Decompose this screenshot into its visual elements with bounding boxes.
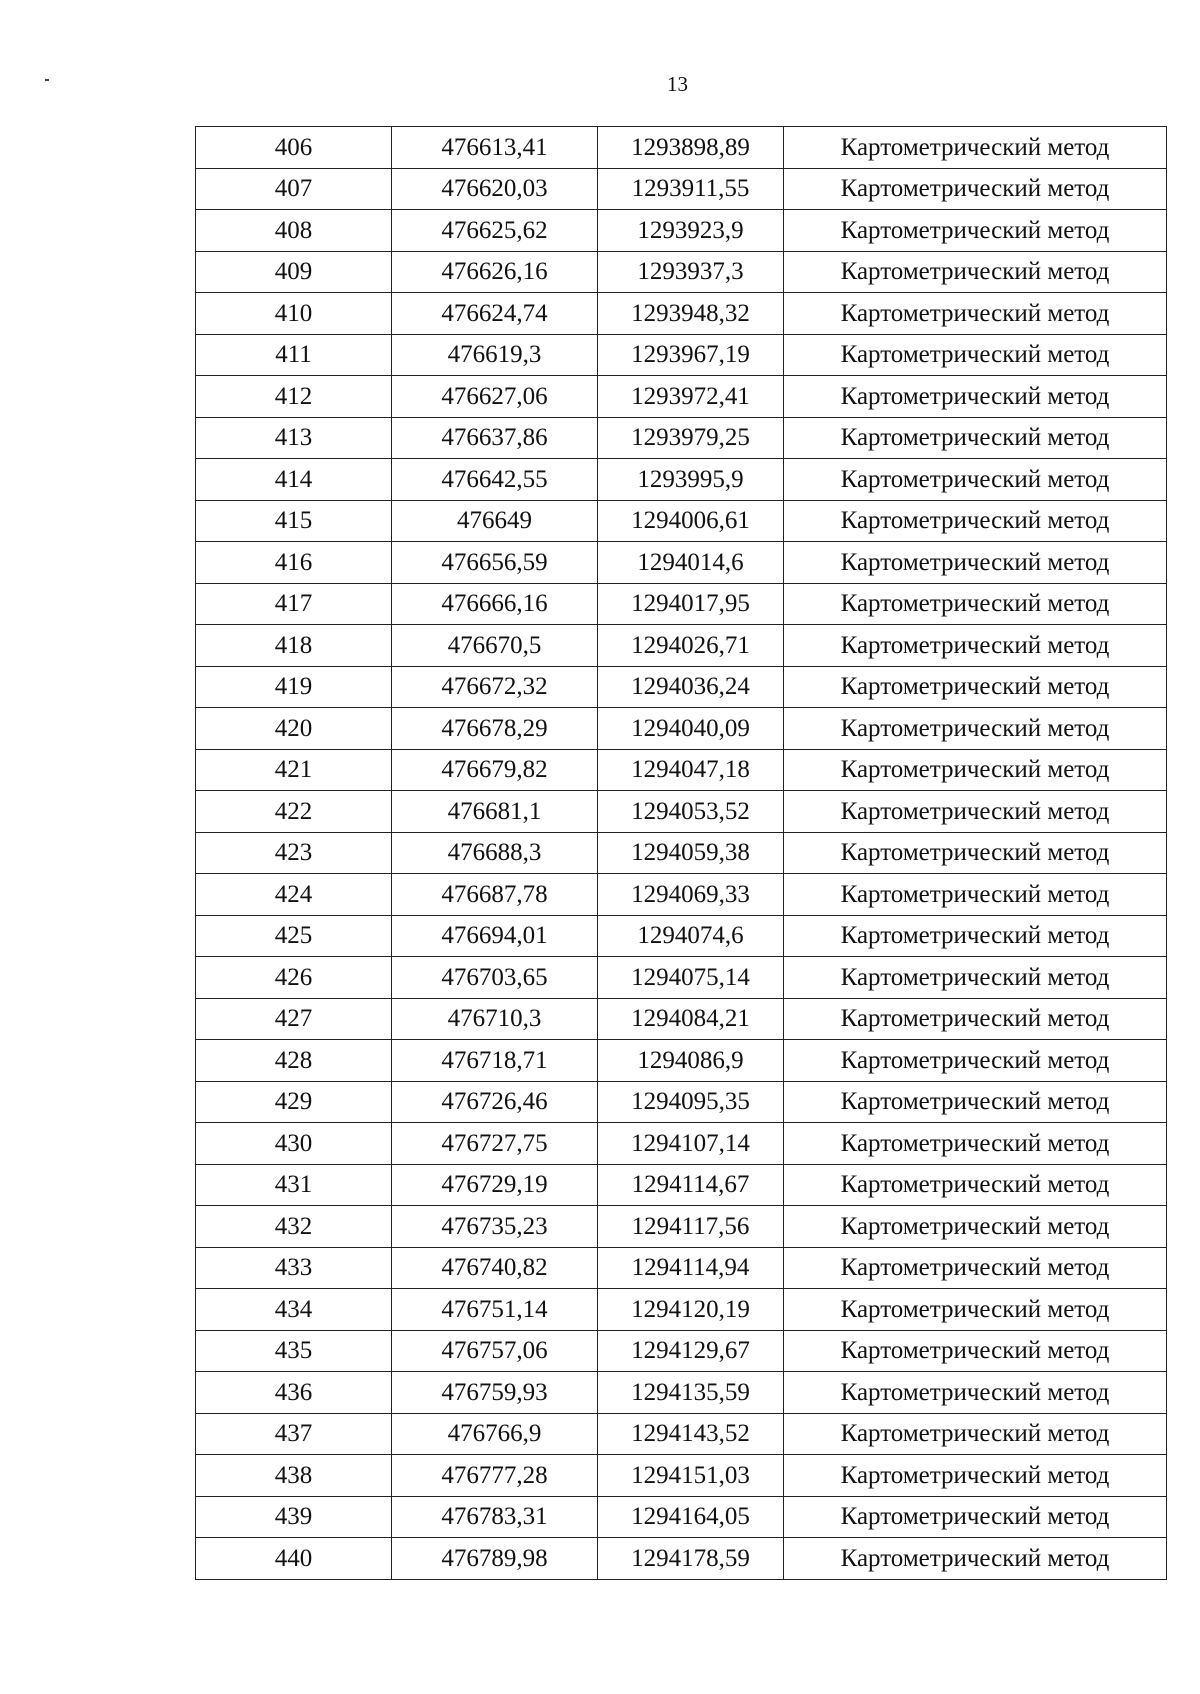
table-row (196, 708, 1167, 750)
x-coordinate-cell: 476670,5 (392, 625, 598, 667)
point-number-cell: 407 (196, 168, 392, 210)
method-cell: Картометрический метод (784, 500, 1167, 542)
y-coordinate-cell: 1294143,52 (598, 1413, 784, 1455)
x-coordinate-cell: 476666,16 (392, 583, 598, 625)
y-coordinate-cell: 1294026,71 (598, 625, 784, 667)
y-coordinate-cell: 1294120,19 (598, 1289, 784, 1331)
method-cell: Картометрический метод (784, 417, 1167, 459)
point-number-cell: 435 (196, 1330, 392, 1372)
table-row (196, 376, 1167, 418)
method-cell: Картометрический метод (784, 583, 1167, 625)
table-row (196, 1455, 1167, 1497)
point-number-cell: 425 (196, 915, 392, 957)
method-cell: Картометрический метод (784, 957, 1167, 999)
table-row (196, 210, 1167, 252)
table-row (196, 459, 1167, 501)
x-coordinate-cell: 476735,23 (392, 1206, 598, 1248)
x-coordinate-cell: 476729,19 (392, 1164, 598, 1206)
y-coordinate-cell: 1293948,32 (598, 293, 784, 335)
table-row (196, 1538, 1167, 1580)
method-cell: Картометрический метод (784, 251, 1167, 293)
point-number-cell: 419 (196, 666, 392, 708)
table-row (196, 334, 1167, 376)
point-number-cell: 418 (196, 625, 392, 667)
page-number: 13 (667, 72, 688, 96)
y-coordinate-cell: 1294074,6 (598, 915, 784, 957)
x-coordinate-cell: 476727,75 (392, 1123, 598, 1165)
y-coordinate-cell: 1293979,25 (598, 417, 784, 459)
y-coordinate-cell: 1294117,56 (598, 1206, 784, 1248)
table-row (196, 1206, 1167, 1248)
method-cell: Картометрический метод (784, 1538, 1167, 1580)
y-coordinate-cell: 1294129,67 (598, 1330, 784, 1372)
y-coordinate-cell: 1293911,55 (598, 168, 784, 210)
method-cell: Картометрический метод (784, 1372, 1167, 1414)
table-row (196, 500, 1167, 542)
point-number-cell: 410 (196, 293, 392, 335)
point-number-cell: 424 (196, 874, 392, 916)
point-number-cell: 436 (196, 1372, 392, 1414)
point-number-cell: 440 (196, 1538, 392, 1580)
point-number-cell: 433 (196, 1247, 392, 1289)
table-row (196, 1413, 1167, 1455)
x-coordinate-cell: 476687,78 (392, 874, 598, 916)
x-coordinate-cell: 476789,98 (392, 1538, 598, 1580)
method-cell: Картометрический метод (784, 1330, 1167, 1372)
x-coordinate-cell: 476679,82 (392, 749, 598, 791)
point-number-cell: 414 (196, 459, 392, 501)
x-coordinate-cell: 476757,06 (392, 1330, 598, 1372)
method-cell: Картометрический метод (784, 749, 1167, 791)
point-number-cell: 415 (196, 500, 392, 542)
point-number-cell: 429 (196, 1081, 392, 1123)
table-row (196, 749, 1167, 791)
point-number-cell: 416 (196, 542, 392, 584)
y-coordinate-cell: 1294036,24 (598, 666, 784, 708)
point-number-cell: 409 (196, 251, 392, 293)
table-row (196, 1496, 1167, 1538)
y-coordinate-cell: 1294047,18 (598, 749, 784, 791)
point-number-cell: 412 (196, 376, 392, 418)
point-number-cell: 421 (196, 749, 392, 791)
point-number-cell: 406 (196, 127, 392, 169)
point-number-cell: 431 (196, 1164, 392, 1206)
x-coordinate-cell: 476642,55 (392, 459, 598, 501)
x-coordinate-cell: 476759,93 (392, 1372, 598, 1414)
method-cell: Картометрический метод (784, 542, 1167, 584)
method-cell: Картометрический метод (784, 127, 1167, 169)
y-coordinate-cell: 1294014,6 (598, 542, 784, 584)
x-coordinate-cell: 476681,1 (392, 791, 598, 833)
table-row (196, 874, 1167, 916)
y-coordinate-cell: 1294095,35 (598, 1081, 784, 1123)
table-row (196, 1123, 1167, 1165)
x-coordinate-cell: 476703,65 (392, 957, 598, 999)
table-row (196, 168, 1167, 210)
y-coordinate-cell: 1294006,61 (598, 500, 784, 542)
x-coordinate-cell: 476626,16 (392, 251, 598, 293)
y-coordinate-cell: 1294164,05 (598, 1496, 784, 1538)
y-coordinate-cell: 1294040,09 (598, 708, 784, 750)
table-row (196, 791, 1167, 833)
table-row (196, 625, 1167, 667)
x-coordinate-cell: 476726,46 (392, 1081, 598, 1123)
x-coordinate-cell: 476624,74 (392, 293, 598, 335)
point-number-cell: 411 (196, 334, 392, 376)
x-coordinate-cell: 476672,32 (392, 666, 598, 708)
y-coordinate-cell: 1294114,94 (598, 1247, 784, 1289)
x-coordinate-cell: 476694,01 (392, 915, 598, 957)
table-row (196, 957, 1167, 999)
table-row (196, 998, 1167, 1040)
method-cell: Картометрический метод (784, 666, 1167, 708)
method-cell: Картометрический метод (784, 1413, 1167, 1455)
y-coordinate-cell: 1294017,95 (598, 583, 784, 625)
x-coordinate-cell: 476613,41 (392, 127, 598, 169)
x-coordinate-cell: 476620,03 (392, 168, 598, 210)
table-row (196, 293, 1167, 335)
y-coordinate-cell: 1293972,41 (598, 376, 784, 418)
x-coordinate-cell: 476751,14 (392, 1289, 598, 1331)
x-coordinate-cell: 476766,9 (392, 1413, 598, 1455)
method-cell: Картометрический метод (784, 1247, 1167, 1289)
y-coordinate-cell: 1294086,9 (598, 1040, 784, 1082)
table-row (196, 1289, 1167, 1331)
method-cell: Картометрический метод (784, 334, 1167, 376)
y-coordinate-cell: 1293923,9 (598, 210, 784, 252)
method-cell: Картометрический метод (784, 1455, 1167, 1497)
x-coordinate-cell: 476625,62 (392, 210, 598, 252)
y-coordinate-cell: 1294053,52 (598, 791, 784, 833)
x-coordinate-cell: 476627,06 (392, 376, 598, 418)
point-number-cell: 426 (196, 957, 392, 999)
y-coordinate-cell: 1293937,3 (598, 251, 784, 293)
point-number-cell: 434 (196, 1289, 392, 1331)
point-number-cell: 413 (196, 417, 392, 459)
x-coordinate-cell: 476710,3 (392, 998, 598, 1040)
method-cell: Картометрический метод (784, 708, 1167, 750)
x-coordinate-cell: 476656,59 (392, 542, 598, 584)
point-number-cell: 437 (196, 1413, 392, 1455)
point-number-cell: 420 (196, 708, 392, 750)
method-cell: Картометрический метод (784, 1040, 1167, 1082)
y-coordinate-cell: 1294114,67 (598, 1164, 784, 1206)
x-coordinate-cell: 476718,71 (392, 1040, 598, 1082)
point-number-cell: 408 (196, 210, 392, 252)
coordinates-table-body (196, 127, 1167, 1580)
method-cell: Картометрический метод (784, 293, 1167, 335)
y-coordinate-cell: 1294059,38 (598, 832, 784, 874)
x-coordinate-cell: 476619,3 (392, 334, 598, 376)
method-cell: Картометрический метод (784, 832, 1167, 874)
method-cell: Картометрический метод (784, 168, 1167, 210)
table-row (196, 1040, 1167, 1082)
x-coordinate-cell: 476678,29 (392, 708, 598, 750)
method-cell: Картометрический метод (784, 998, 1167, 1040)
method-cell: Картометрический метод (784, 1289, 1167, 1331)
method-cell: Картометрический метод (784, 791, 1167, 833)
table-row (196, 666, 1167, 708)
point-number-cell: 417 (196, 583, 392, 625)
method-cell: Картометрический метод (784, 210, 1167, 252)
point-number-cell: 428 (196, 1040, 392, 1082)
coordinates-table (195, 126, 1167, 1580)
x-coordinate-cell: 476740,82 (392, 1247, 598, 1289)
x-coordinate-cell: 476637,86 (392, 417, 598, 459)
table-row (196, 1247, 1167, 1289)
method-cell: Картометрический метод (784, 1496, 1167, 1538)
y-coordinate-cell: 1293995,9 (598, 459, 784, 501)
y-coordinate-cell: 1294107,14 (598, 1123, 784, 1165)
point-number-cell: 430 (196, 1123, 392, 1165)
y-coordinate-cell: 1294075,14 (598, 957, 784, 999)
y-coordinate-cell: 1294178,59 (598, 1538, 784, 1580)
table-row (196, 127, 1167, 169)
table-row (196, 542, 1167, 584)
table-row (196, 417, 1167, 459)
y-coordinate-cell: 1294135,59 (598, 1372, 784, 1414)
table-row (196, 251, 1167, 293)
table-row (196, 1081, 1167, 1123)
point-number-cell: 422 (196, 791, 392, 833)
point-number-cell: 427 (196, 998, 392, 1040)
x-coordinate-cell: 476777,28 (392, 1455, 598, 1497)
y-coordinate-cell: 1293967,19 (598, 334, 784, 376)
method-cell: Картометрический метод (784, 1081, 1167, 1123)
y-coordinate-cell: 1294069,33 (598, 874, 784, 916)
table-row (196, 915, 1167, 957)
y-coordinate-cell: 1293898,89 (598, 127, 784, 169)
y-coordinate-cell: 1294084,21 (598, 998, 784, 1040)
x-coordinate-cell: 476783,31 (392, 1496, 598, 1538)
table-row (196, 1372, 1167, 1414)
table-row (196, 1164, 1167, 1206)
point-number-cell: 439 (196, 1496, 392, 1538)
method-cell: Картометрический метод (784, 874, 1167, 916)
method-cell: Картометрический метод (784, 376, 1167, 418)
table-row (196, 1330, 1167, 1372)
table-row (196, 832, 1167, 874)
x-coordinate-cell: 476649 (392, 500, 598, 542)
method-cell: Картометрический метод (784, 1123, 1167, 1165)
method-cell: Картометрический метод (784, 1206, 1167, 1248)
point-number-cell: 423 (196, 832, 392, 874)
y-coordinate-cell: 1294151,03 (598, 1455, 784, 1497)
method-cell: Картометрический метод (784, 459, 1167, 501)
table-row (196, 583, 1167, 625)
method-cell: Картометрический метод (784, 915, 1167, 957)
point-number-cell: 432 (196, 1206, 392, 1248)
method-cell: Картометрический метод (784, 625, 1167, 667)
x-coordinate-cell: 476688,3 (392, 832, 598, 874)
point-number-cell: 438 (196, 1455, 392, 1497)
method-cell: Картометрический метод (784, 1164, 1167, 1206)
